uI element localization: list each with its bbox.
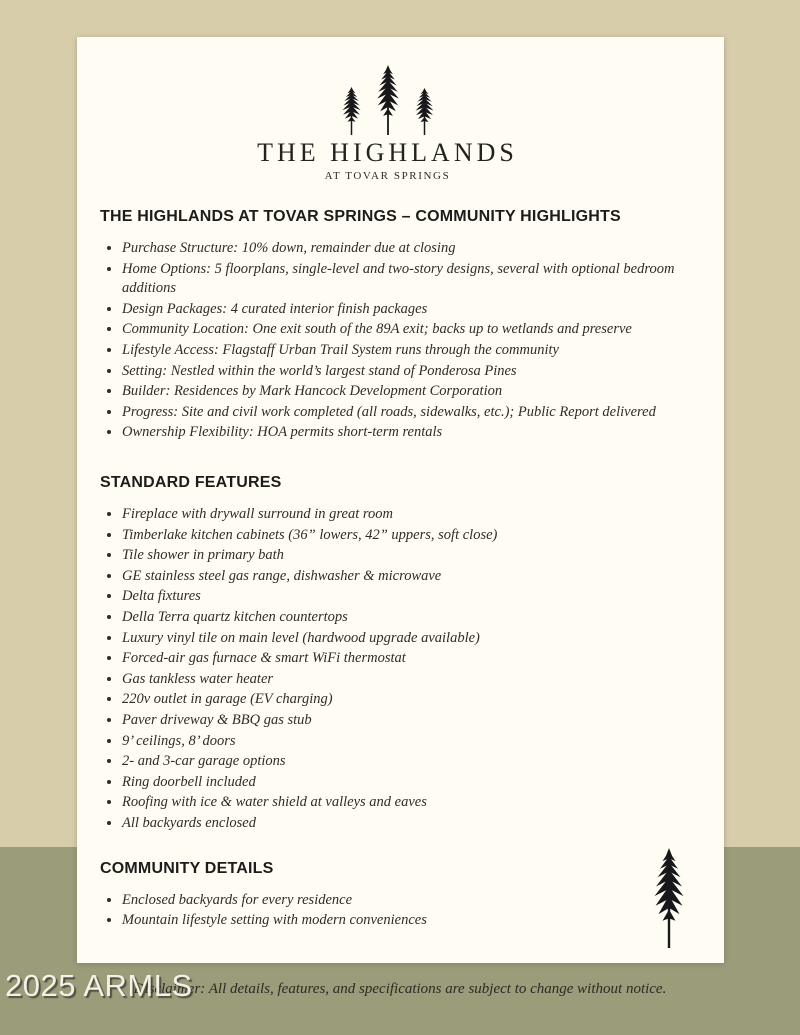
list-item: • Mountain lifestyle setting with modern conveniences (122, 910, 675, 931)
list-item: • Progress: Site and civil work completed (all roads, sidewalks, etc.); Public Report delivered (122, 402, 675, 423)
list-item: • 2- and 3-car garage options (122, 751, 675, 772)
list-item: • Ring doorbell included (122, 772, 675, 793)
list-item: • Fireplace with drywall surround in great room (122, 504, 675, 525)
logo-subtitle: AT TOVAR SPRINGS (324, 169, 451, 182)
list-item: • 220v outlet in garage (EV charging) (122, 689, 675, 710)
pine-tree-right-icon (412, 88, 437, 135)
list-item: • Tile shower in primary bath (122, 545, 675, 566)
list-item: • GE stainless steel gas range, dishwasher & microwave (122, 566, 675, 587)
list-item: • Forced-air gas furnace & smart WiFi thermostat (122, 648, 675, 669)
list-item: • 9’ ceilings, 8’ doors (122, 731, 675, 752)
list-item: • Delta fixtures (122, 586, 675, 607)
list-item: • Builder: Residences by Mark Hancock Development Corporation (122, 381, 675, 402)
logo-title: THE HIGHLANDS (257, 138, 518, 167)
list-item: • Ownership Flexibility: HOA permits short-term rentals (122, 422, 675, 443)
watermark: 2025 ARMLS (5, 968, 193, 1003)
disclaimer-text: Disclaimer: All details, features, and specifications are subject to change without notice. (133, 981, 667, 997)
list-item: • Roofing with ice & water shield at valleys and eaves (122, 792, 675, 813)
list-item: • Enclosed backyards for every residence (122, 890, 675, 911)
section-community-details (100, 859, 675, 931)
list-item: • Timberlake kitchen cabinets (36” lowers, 42” uppers, soft close) (122, 525, 675, 546)
section-heading: THE HIGHLANDS AT TOVAR SPRINGS – COMMUNITY HIGHLIGHTS (100, 207, 621, 225)
section-heading: STANDARD FEATURES (100, 473, 282, 491)
pine-tree-center-icon (373, 65, 403, 135)
section-heading: COMMUNITY DETAILS (100, 859, 274, 877)
section-community-highlights (100, 207, 675, 443)
pine-tree-left-icon (339, 87, 364, 135)
flyer-page (77, 37, 724, 963)
bullet-list (100, 504, 675, 834)
pine-tree-icon (649, 848, 689, 948)
list-item: • Design Packages: 4 curated interior finish packages (122, 299, 675, 320)
bullet-list (100, 890, 675, 931)
logo (100, 65, 675, 183)
list-item: • Community Location: One exit south of the 89A exit; backs up to wetlands and preserve (122, 319, 675, 340)
bullet-list (100, 238, 675, 443)
list-item: • Luxury vinyl tile on main level (hardwood upgrade available) (122, 628, 675, 649)
list-item: • Della Terra quartz kitchen countertops (122, 607, 675, 628)
list-item: • Lifestyle Access: Flagstaff Urban Trail System runs through the community (122, 340, 675, 361)
list-item: • All backyards enclosed (122, 813, 675, 834)
list-item: • Gas tankless water heater (122, 669, 675, 690)
list-item: • Setting: Nestled within the world’s largest stand of Ponderosa Pines (122, 361, 675, 382)
list-item: • Home Options: 5 floorplans, single-level and two-story designs, several with optional bedroom additions (122, 259, 675, 299)
list-item: • Paver driveway & BBQ gas stub (122, 710, 675, 731)
list-item: • Purchase Structure: 10% down, remainder due at closing (122, 238, 675, 259)
section-standard-features (100, 473, 675, 834)
pine-trees-icon (100, 65, 675, 135)
